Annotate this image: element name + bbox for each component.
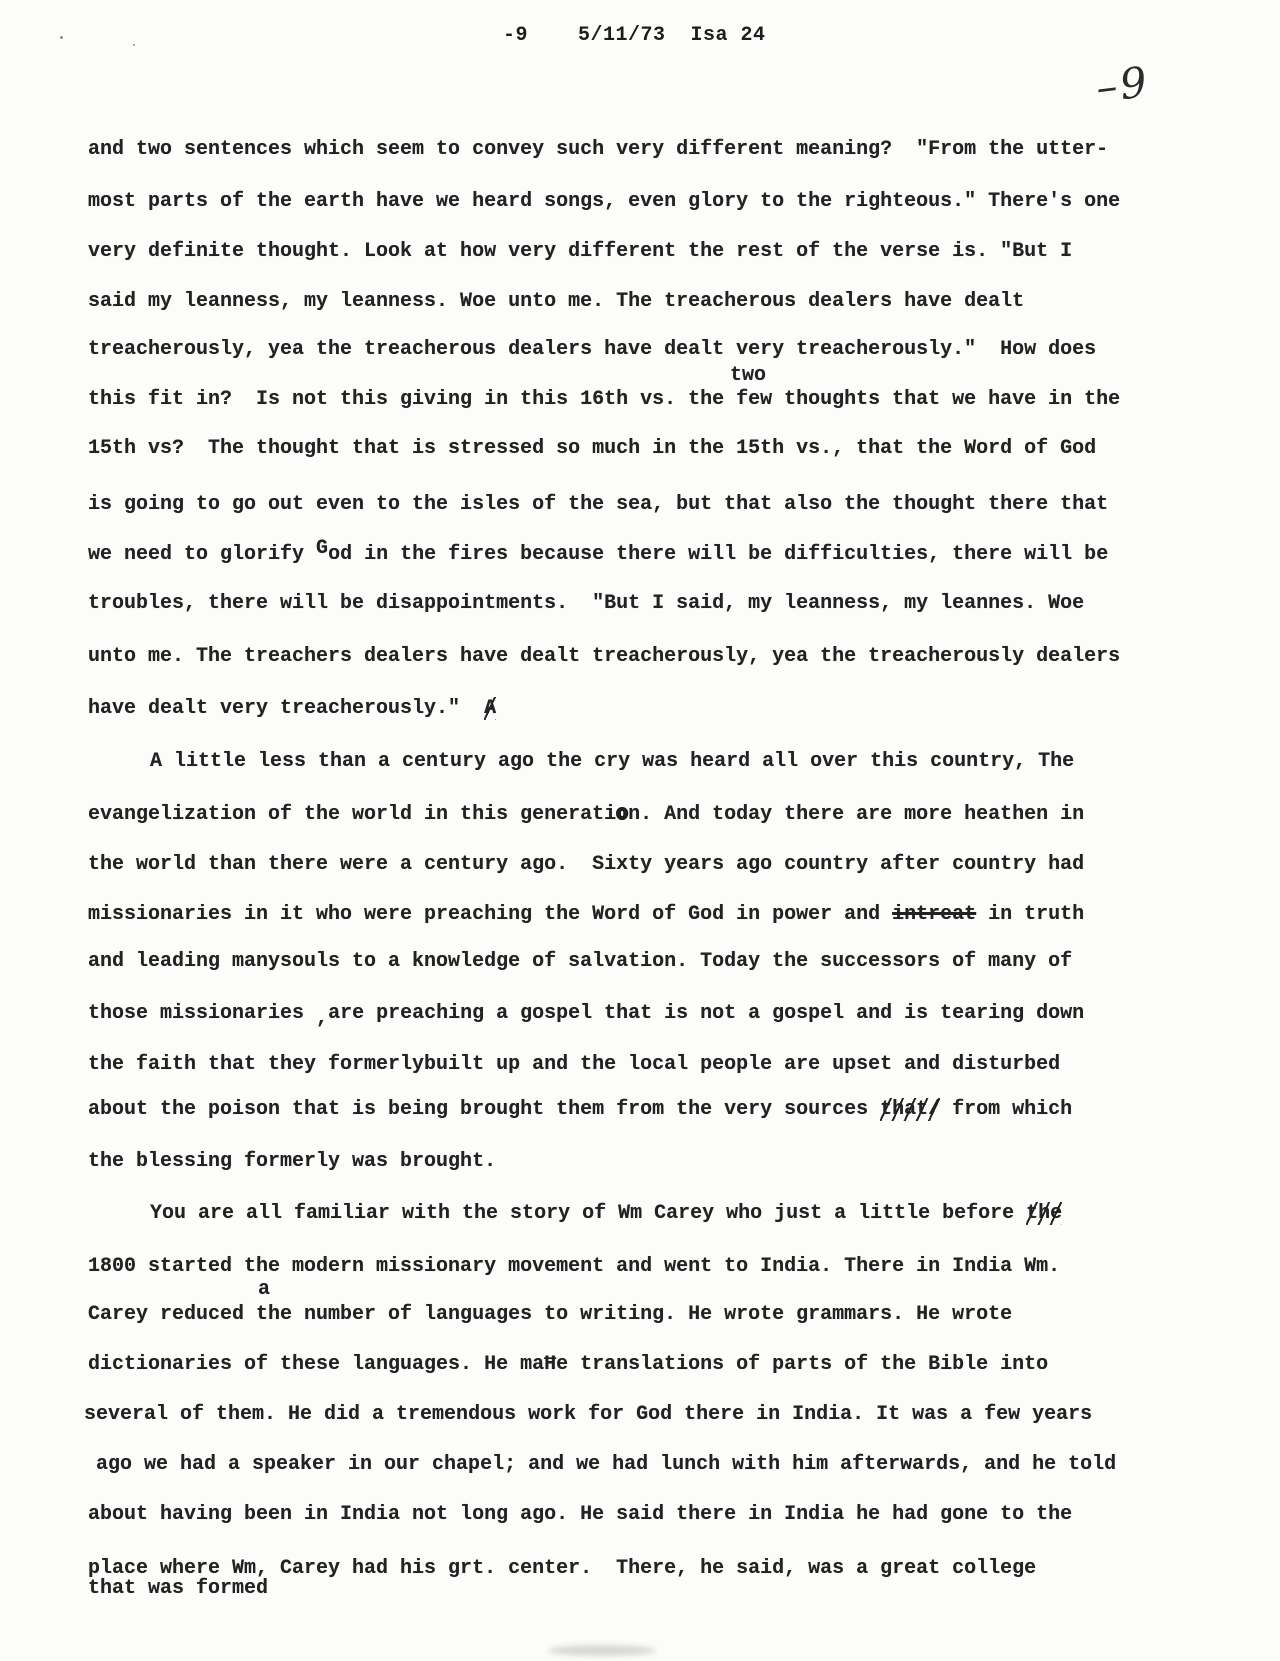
typed-line-4 <box>88 290 1024 314</box>
typed-line-23 <box>150 1202 1062 1226</box>
text-segment: is going to go out even to the isles of the sea, but that also the thought there that <box>88 493 1109 516</box>
typed-line-13 <box>88 697 496 721</box>
text-segment: in truth <box>976 903 1085 926</box>
typed-line-8 <box>88 437 1096 461</box>
text-segment: have dealt very treacherously." <box>88 697 485 720</box>
text-segment: a <box>258 1278 271 1301</box>
text-segment: treacherously, yea the treacherous dealers have dealt very treacherously." How does <box>88 338 1097 361</box>
text-segment: that/ <box>880 1098 941 1121</box>
text-segment: Carey reduced the number of languages to writing. He wrote grammars. He wrote <box>88 1303 1013 1326</box>
text-segment: several of them. He did a tremendous work for God there in India. It was a few years <box>84 1403 1093 1426</box>
text-segment: dictionaries of these languages. He maĦe translations of parts of the Bible into <box>88 1353 1049 1376</box>
typed-line-9 <box>88 493 1108 517</box>
typed-line-19 <box>88 1002 1085 1030</box>
typed-line-20 <box>88 1053 1060 1077</box>
text-segment: the faith that they formerlybuilt up and the local people are upset and disturbed <box>88 1053 1061 1076</box>
typed-line-5 <box>88 338 1096 362</box>
typed-line-6 <box>730 364 766 388</box>
text-segment: G <box>316 537 329 560</box>
text-segment: most parts of the earth have we heard songs, even glory to the righteous." There's one <box>88 190 1121 213</box>
typed-line-24 <box>88 1255 1060 1279</box>
text-segment: od in the fires because there will be difficulties, there will be <box>328 543 1109 566</box>
text-segment: troubles, there will be disappointments. "But I said, my leanness, my leannes. Woe <box>88 592 1085 615</box>
typed-line-32 <box>88 1577 268 1601</box>
text-segment: are preaching a gospel that is not a gospel and is tearing down <box>328 1002 1085 1025</box>
typed-line-10 <box>88 537 1109 567</box>
text-segment: very definite thought. Look at how very different the rest of the verse is. "But I <box>88 240 1073 263</box>
page-header: -9 5/11/73 Isa 24 <box>503 24 766 47</box>
typed-line-25 <box>258 1278 270 1302</box>
text-segment: the blessing formerly was brought. <box>88 1150 497 1173</box>
typed-line-30 <box>88 1503 1072 1527</box>
handwritten-page-number: –9 <box>1093 56 1153 113</box>
scan-speck <box>133 44 135 46</box>
text-segment: and leading manysouls to a knowledge of salvation. Today the successors of many of <box>88 950 1073 973</box>
typed-line-22 <box>88 1150 496 1174</box>
typed-line-2 <box>88 190 1120 214</box>
text-segment: A <box>484 697 497 720</box>
text-segment: the world than there were a century ago. Sixty years ago country after country had <box>88 853 1085 876</box>
text-segment: the <box>1026 1202 1063 1225</box>
text-segment: n. And today there are more heathen in <box>628 803 1085 826</box>
typed-line-17 <box>88 903 1084 927</box>
typed-line-26 <box>88 1303 1012 1327</box>
text-segment: two <box>730 364 767 387</box>
typed-line-18 <box>88 950 1072 974</box>
text-segment: You are all familiar with the story of Wm Carey who just a little before <box>150 1202 1027 1225</box>
text-segment: those missionaries <box>88 1002 317 1025</box>
scan-speck <box>60 36 63 39</box>
text-segment: from which <box>940 1098 1073 1121</box>
typed-line-12 <box>88 645 1120 669</box>
text-segment: unto me. The treachers dealers have dealt treacherously, yea the treacherously dealers <box>88 645 1121 668</box>
typed-line-28 <box>84 1403 1092 1427</box>
typed-line-1 <box>88 138 1108 162</box>
text-segment: about having been in India not long ago. He said there in India he had gone to the <box>88 1503 1073 1526</box>
text-segment: we need to glorify <box>88 543 317 566</box>
typed-line-11 <box>88 592 1084 616</box>
text-segment: , <box>316 1007 329 1030</box>
typed-line-14 <box>150 750 1074 774</box>
typed-line-21 <box>88 1098 1072 1122</box>
typed-line-7 <box>88 388 1120 412</box>
text-segment: this fit in? Is not this giving in this 16th vs. the few thoughts that we have in the <box>88 388 1121 411</box>
typed-line-29 <box>96 1453 1116 1477</box>
typed-line-15 <box>88 803 1084 827</box>
text-segment: o <box>616 803 629 826</box>
text-segment: place where Wm, Carey had his grt. center. There, he said, was a great college <box>88 1557 1037 1580</box>
text-segment: 1800 started the modern missionary movement and went to India. There in India Wm. <box>88 1255 1061 1278</box>
text-segment: intreat <box>892 903 977 926</box>
text-segment: that was formed <box>88 1577 269 1600</box>
text-segment: A little less than a century ago the cry was heard all over this country, The <box>150 750 1075 773</box>
text-segment: evangelization of the world in this generati <box>88 803 617 826</box>
text-segment: missionaries in it who were preaching the Word of God in power and <box>88 903 893 926</box>
text-segment: 15th vs? The thought that is stressed so much in the 15th vs., that the Word of God <box>88 437 1097 460</box>
typed-line-3 <box>88 240 1072 264</box>
text-segment: said my leanness, my leanness. Woe unto me. The treacherous dealers have dealt <box>88 290 1025 313</box>
text-segment: ago we had a speaker in our chapel; and we had lunch with him afterwards, and he told <box>96 1453 1117 1476</box>
scan-smudge <box>548 1645 656 1656</box>
typed-line-16 <box>88 853 1084 877</box>
text-segment: and two sentences which seem to convey such very different meaning? "From the utter- <box>88 138 1109 161</box>
typed-line-27 <box>88 1353 1048 1377</box>
text-segment: about the poison that is being brought them from the very sources <box>88 1098 881 1121</box>
